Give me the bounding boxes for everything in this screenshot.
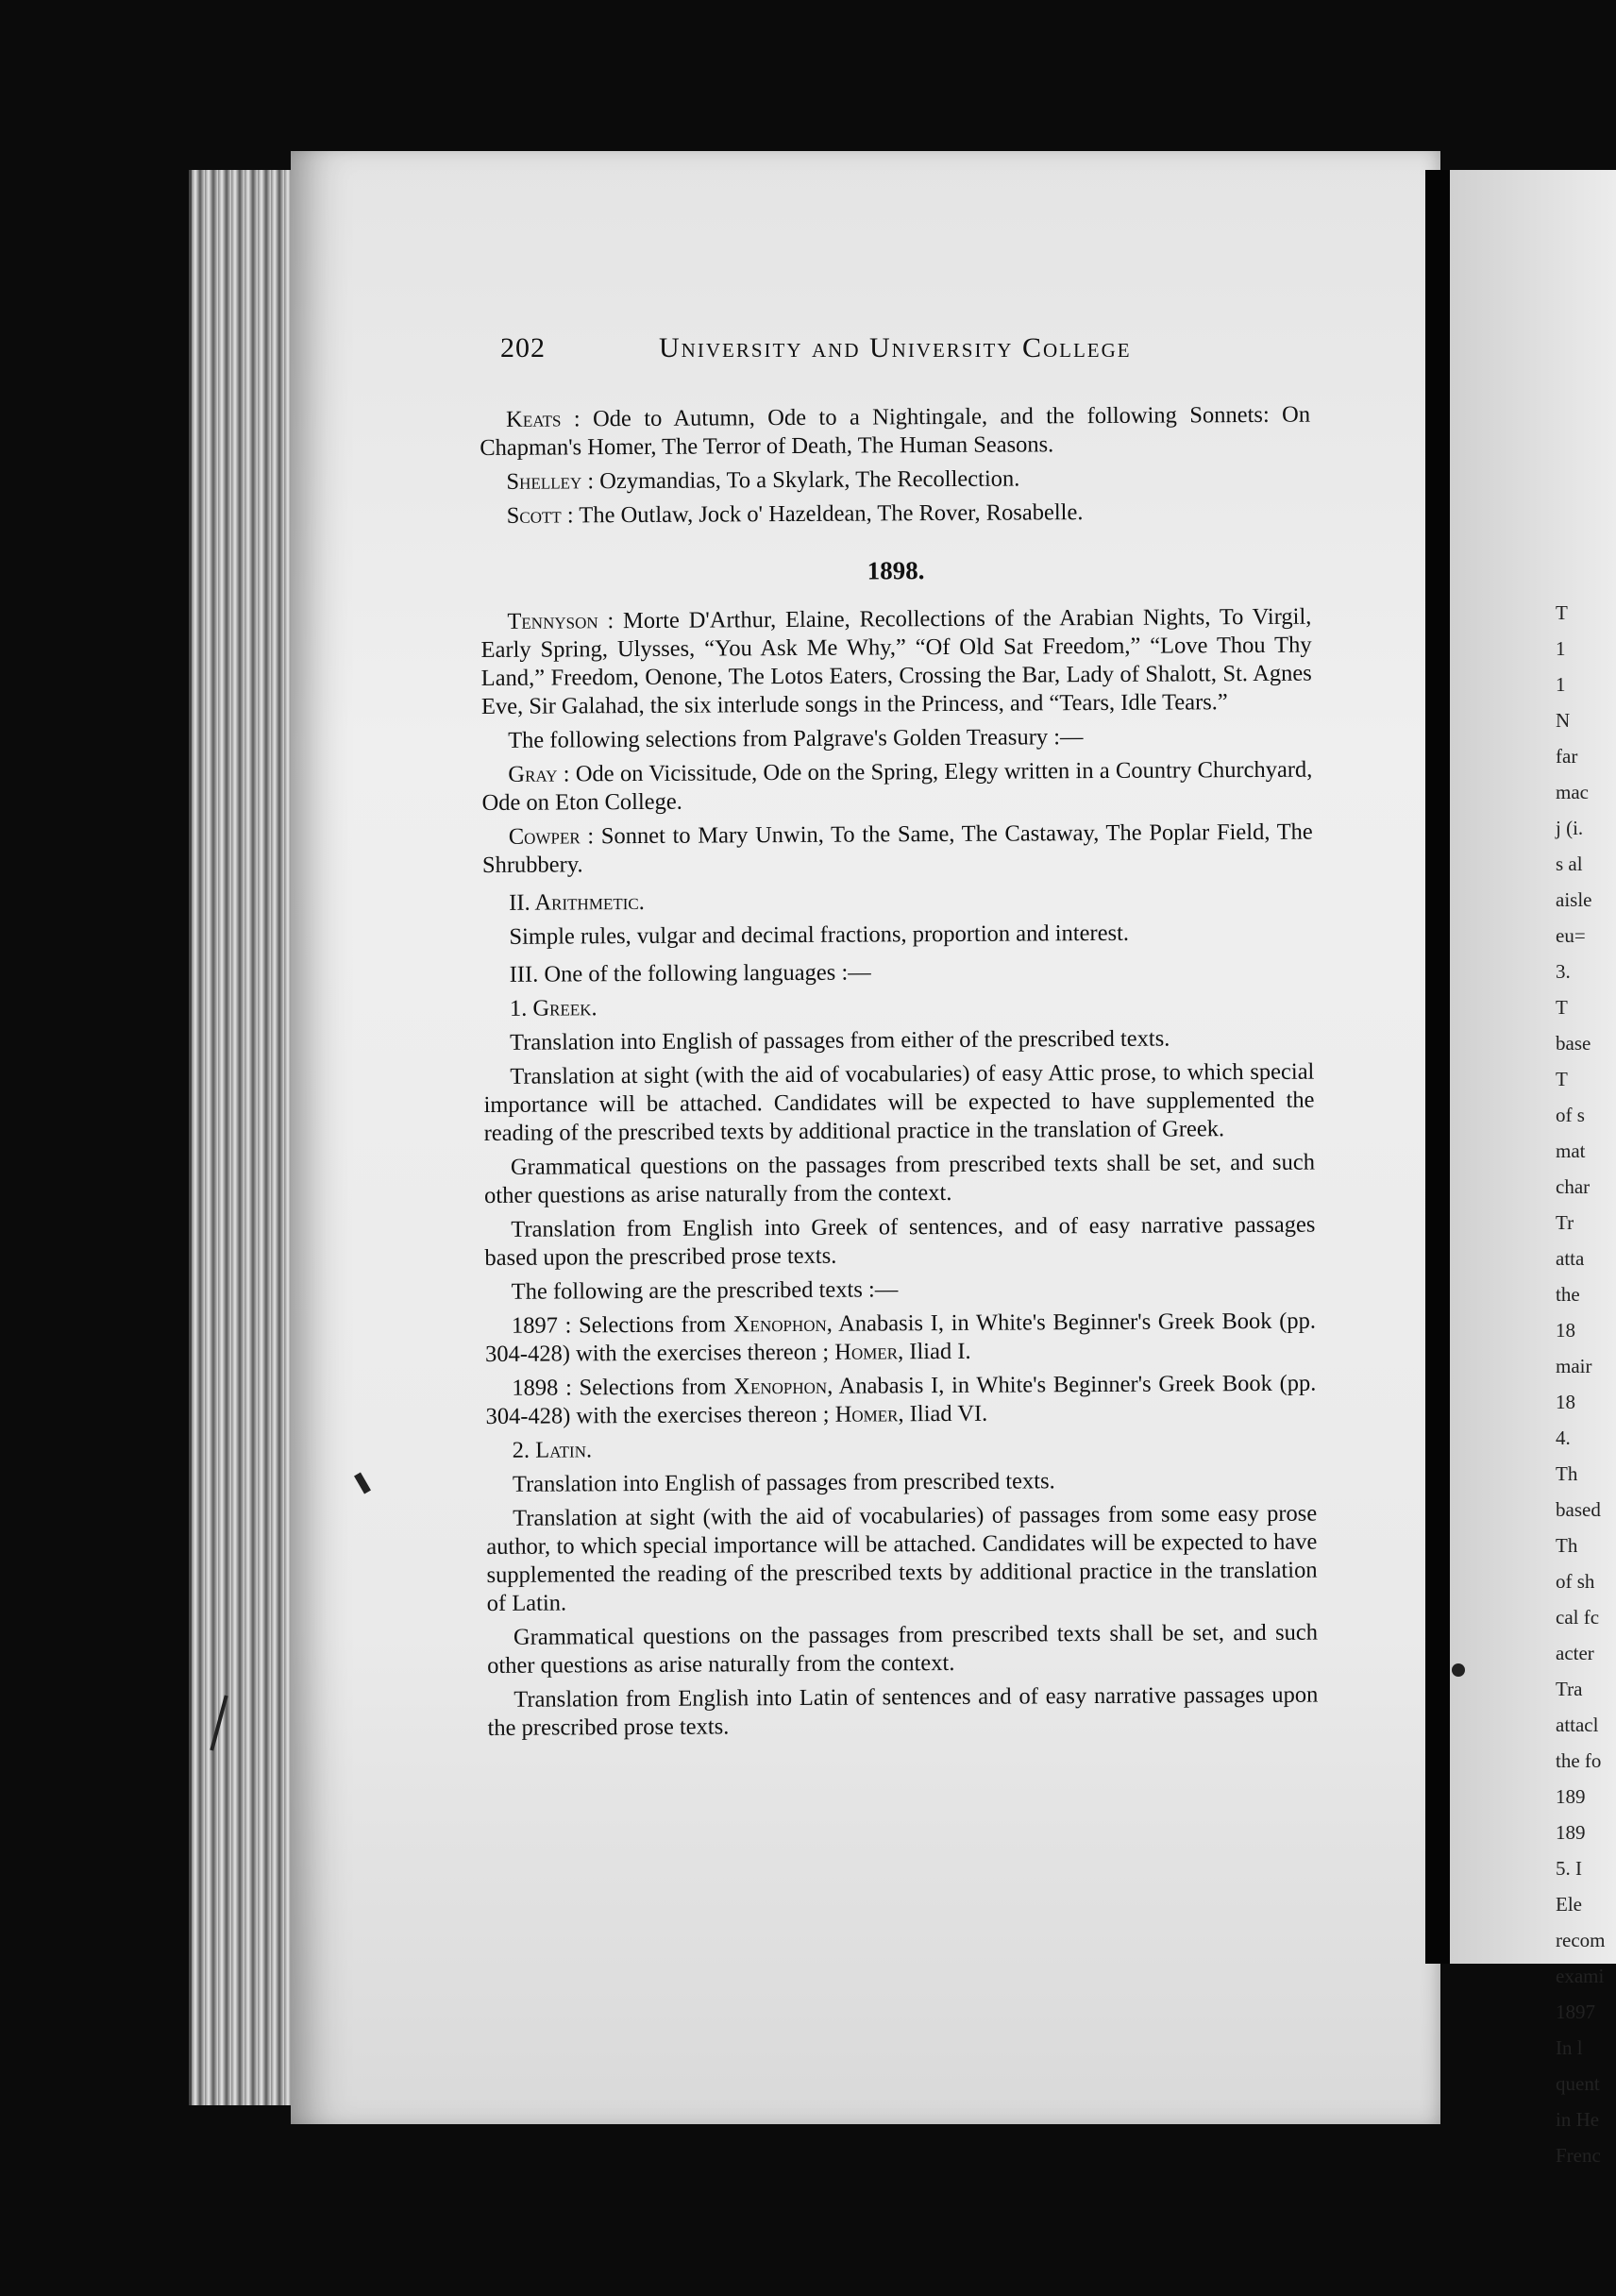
- scott-entry: [480, 498, 1311, 531]
- facing-page-line: cal fc: [1556, 1606, 1600, 1629]
- facing-page-line: T: [1556, 1068, 1568, 1090]
- page-body: [480, 401, 1319, 1748]
- greek-paragraph: Translation from English into Greek of sentences, and of easy narrative passages based upon the prescribed prose texts.: [484, 1211, 1316, 1271]
- entry-text: : Ozymandias, To a Skylark, The Recollection.: [587, 465, 1020, 495]
- facing-page-line: eu=: [1556, 924, 1586, 947]
- book-gutter: [1425, 170, 1450, 1964]
- facing-page-line: 3.: [1556, 960, 1571, 983]
- entry-text: 1898 : Selections from: [512, 1374, 727, 1401]
- facing-page-line: recom: [1556, 1929, 1606, 1951]
- facing-page-line: Frenc: [1556, 2144, 1601, 2167]
- facing-page-line: far: [1556, 745, 1578, 768]
- facing-page-line: T: [1556, 601, 1568, 624]
- shelley-entry: [480, 464, 1310, 497]
- facing-page-line: Tr: [1556, 1211, 1574, 1234]
- facing-page-line: s al: [1556, 853, 1583, 875]
- facing-page-line: base: [1556, 1032, 1591, 1055]
- latin-paragraph: Translation at sight (with the aid of vocabularies) of passages from some easy prose author, to which special importance will be attached. Candidates will be expected to have supplemented the reading of the prescribed texts by additional practice in the translation of Latin.: [486, 1500, 1318, 1616]
- tennyson-entry: [480, 603, 1312, 721]
- facing-page-line: j (i.: [1556, 817, 1584, 839]
- author-name: Xenophon: [732, 1310, 827, 1338]
- entry-text: : Morte D'Arthur, Elaine, Recollections of the Arabian Nights, To Virgil, Early Spring, Ulysses, “You Ask Me Why,” “Of Old Sat Freedom,” “Love Thou Thy Land,” Freedom, Oenone, The Lotos Eaters, Crossing the Bar, Lady of Shalott, St. Agnes Eve, Sir Galahad, the six interlude songs in the Princess, and “Tears, Idle Tears.”: [480, 603, 1312, 719]
- facing-page-line: 189: [1556, 1785, 1586, 1808]
- facing-page-line: N: [1556, 709, 1571, 732]
- facing-page-line: char: [1556, 1175, 1591, 1198]
- entry-text: 1897 : Selections from: [511, 1311, 727, 1339]
- facing-page-line: acter: [1556, 1642, 1594, 1664]
- languages-heading: III. One of the following languages :—: [509, 959, 871, 988]
- cowper-entry: [482, 819, 1313, 880]
- facing-page-line: 5. I: [1556, 1857, 1582, 1880]
- greek-paragraph: Grammatical questions on the passages from prescribed texts shall be set, and such other questions as arise naturally from the context.: [484, 1149, 1315, 1208]
- running-title: University and University College: [659, 332, 1132, 363]
- facing-page-line: mac: [1556, 781, 1589, 803]
- arithmetic-heading: II. Arithmetic.: [509, 888, 645, 916]
- author-name: Tennyson: [507, 608, 598, 634]
- facing-page-line: 1: [1556, 637, 1566, 660]
- author-name: Keats: [506, 406, 562, 432]
- author-name: Cowper: [508, 823, 581, 850]
- facing-page: [1450, 170, 1616, 2167]
- author-name: Homer: [834, 1401, 899, 1427]
- arithmetic-text: Simple rules, vulgar and decimal fractions, proportion and interest.: [509, 920, 1130, 950]
- facing-page-line: the fo: [1556, 1749, 1602, 1772]
- greek-texts-1897: [485, 1308, 1316, 1369]
- entry-text: : Ode on Vicissitude, Ode on the Spring, Elegy written in a Country Churchyard, Ode on Eton College.: [481, 756, 1313, 816]
- facing-page-line: Tra: [1556, 1678, 1583, 1700]
- gray-entry: [481, 756, 1312, 818]
- facing-page-line: 4.: [1556, 1427, 1571, 1449]
- facing-page-line: mat: [1556, 1140, 1586, 1162]
- greek-texts-1898: [485, 1370, 1316, 1431]
- author-name: Scott: [506, 502, 562, 529]
- entry-text: : Sonnet to Mary Unwin, To the Same, The Castaway, The Poplar Field, The Shrubbery.: [481, 819, 1313, 878]
- facing-page-line: based: [1556, 1498, 1601, 1521]
- facing-page-line: Th: [1556, 1462, 1578, 1485]
- facing-page-text: [1556, 595, 1605, 2173]
- facing-page-line: Ele: [1556, 1893, 1582, 1916]
- author-name: Shelley: [506, 468, 582, 495]
- keats-entry: [480, 401, 1310, 463]
- facing-page-line: In l: [1556, 2036, 1583, 2059]
- author-name: Homer: [834, 1339, 899, 1365]
- latin-paragraph: Translation into English of passages from prescribed texts.: [512, 1468, 1055, 1497]
- facing-page-line: exami: [1556, 1965, 1605, 1987]
- facing-page-line: of s: [1556, 1104, 1585, 1126]
- facing-page-line: quent: [1556, 2072, 1600, 2095]
- margin-pencil-mark: [1452, 1663, 1465, 1677]
- author-name: Gray: [508, 761, 558, 787]
- facing-page-line: T: [1556, 996, 1568, 1019]
- page-number: 202: [500, 332, 546, 363]
- facing-page-line: 18: [1556, 1319, 1575, 1342]
- facing-page-line: attacl: [1556, 1714, 1599, 1736]
- entry-text: , Anabasis I, in White's Beginner's Greek Book (pp. 304-428) with the exercises thereon ;: [485, 1308, 1317, 1367]
- entry-text: , Iliad VI.: [898, 1400, 988, 1427]
- page-header: [500, 332, 1350, 380]
- entry-text: : The Outlaw, Jock o' Hazeldean, The Rover, Rosabelle.: [566, 499, 1084, 529]
- year-heading-1898: 1898.: [867, 556, 925, 585]
- facing-page-line: atta: [1556, 1247, 1585, 1270]
- author-name: Xenophon: [733, 1373, 828, 1400]
- facing-page-line: of sh: [1556, 1570, 1595, 1593]
- facing-page-line: the: [1556, 1283, 1580, 1306]
- entry-text: , Anabasis I, in White's Beginner's Greek Book (pp. 304-428) with the exercises thereon ;: [485, 1370, 1317, 1429]
- greek-paragraph: Translation at sight (with the aid of vocabularies) of easy Attic prose, to which special importance will be attached. Candidates will be expected to have supplemented the reading of the prescribed texts by additional practice in the translation of Greek.: [483, 1058, 1315, 1146]
- latin-paragraph: Grammatical questions on the passages from prescribed texts shall be set, and such other questions as arise naturally from the context.: [487, 1619, 1319, 1679]
- facing-page-line: aisle: [1556, 888, 1592, 911]
- greek-paragraph: Translation into English of passages from either of the prescribed texts.: [510, 1025, 1170, 1055]
- facing-page-line: mair: [1556, 1355, 1592, 1377]
- latin-heading: 2. Latin.: [512, 1437, 593, 1463]
- latin-paragraph: Translation from English into Latin of sentences and of easy narrative passages upon the prescribed prose texts.: [487, 1681, 1319, 1741]
- greek-heading: 1. Greek.: [509, 995, 598, 1021]
- facing-page-line: in He: [1556, 2108, 1600, 2131]
- greek-paragraph: The following are the prescribed texts :—: [511, 1276, 899, 1305]
- facing-page-line: 18: [1556, 1391, 1575, 1413]
- facing-page-line: Th: [1556, 1534, 1578, 1557]
- entry-text: , Iliad I.: [897, 1338, 971, 1365]
- facing-page-line: 1: [1556, 673, 1566, 696]
- page-edges: [189, 170, 305, 2105]
- entry-text: : Ode to Autumn, Ode to a Nightingale, and the following Sonnets: On Chapman's Homer, The Terror of Death, The Human Seasons.: [480, 401, 1311, 461]
- palgrave-intro: The following selections from Palgrave's Golden Treasury :—: [508, 724, 1084, 753]
- facing-page-line: 189: [1556, 1821, 1586, 1844]
- facing-page-line: 1897: [1556, 2001, 1595, 2023]
